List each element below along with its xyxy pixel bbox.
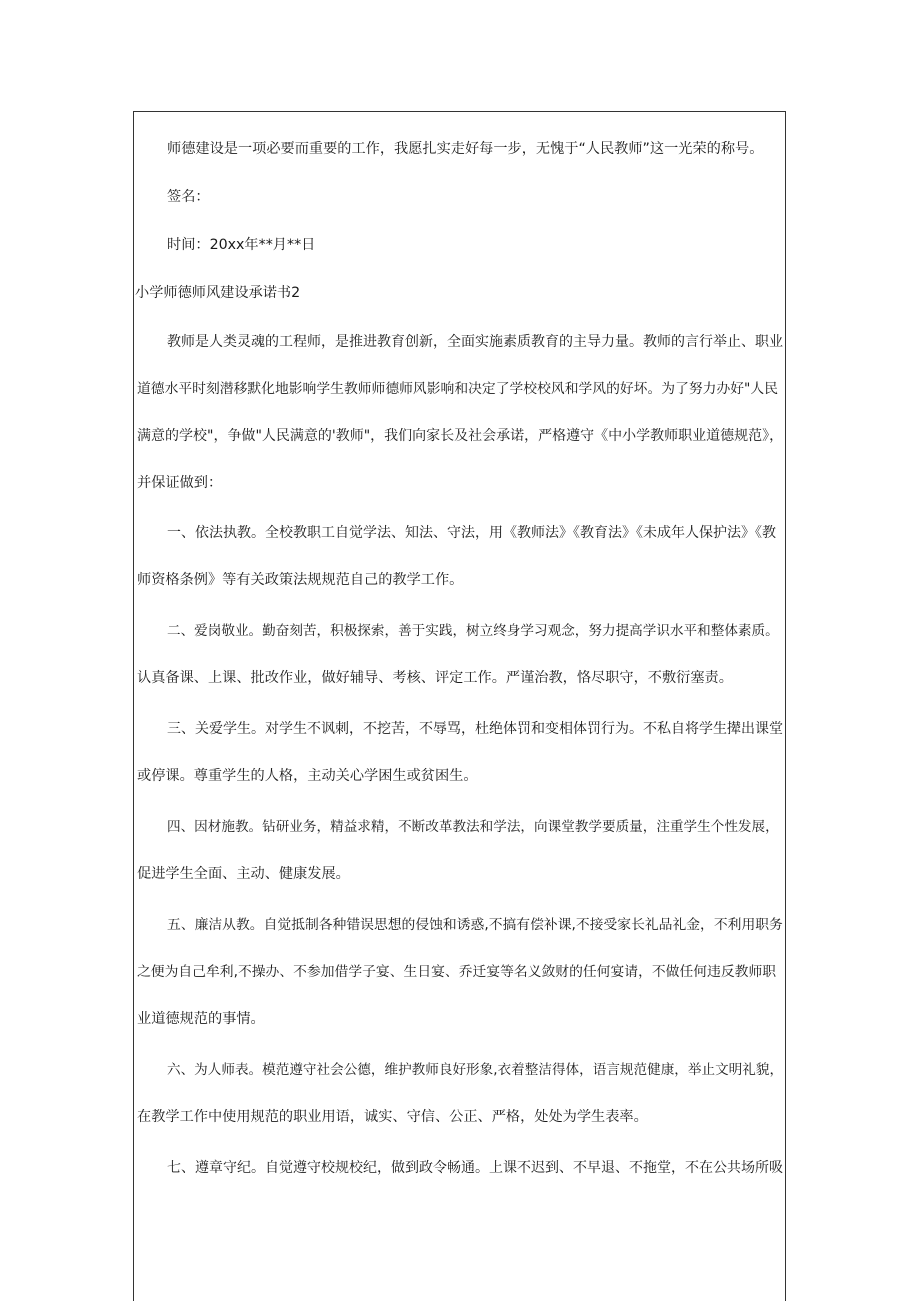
intro-line: 教师是人类灵魂的工程师，是推进教育创新，全面实施素质教育的主导力量。教师的言行举止、职业 xyxy=(167,334,783,350)
item-line: 师资格条例》等有关政策法规规范自己的教学工作。 xyxy=(137,572,464,588)
item-line: 认真备课、上课、批改作业，做好辅导、考核、评定工作。严谨治教，恪尽职守，不敷衍塞责。 xyxy=(137,670,733,686)
item-line: 促进学生全面、主动、健康发展。 xyxy=(137,866,350,882)
item-line: 三、关爱学生。对学生不讽刺，不挖苦，不辱骂，杜绝体罚和变相体罚行为。不私自将学生撵出课堂 xyxy=(167,721,783,737)
item-line: 在教学工作中使用规范的职业用语，诚实、守信、公正、严格，处处为学生表率。 xyxy=(137,1109,648,1125)
closing-statement: 师德建设是一项必要而重要的工作，我愿扎实走好每一步，无愧于“人民教师”这一光荣的称号。 xyxy=(167,141,764,157)
intro-line: 道德水平时刻潜移默化地影响学生教师师德师风影响和决定了学校校风和学风的好坏。为了努力办好"人民 xyxy=(137,381,778,397)
item-line: 四、因材施教。钻研业务，精益求精，不断改革教法和学法，向课堂教学要质量，注重学生个性发展， xyxy=(167,819,779,835)
intro-line: 并保证做到： xyxy=(137,475,223,491)
item-line: 或停课。尊重学生的人格，主动关心学困生或贫困生。 xyxy=(137,768,478,784)
intro-line: 满意的学校"，争做"人民满意的'教师"，我们向家长及社会承诺，严格遵守《中小学教师职业道德规范》， xyxy=(137,428,783,444)
item-line: 二、爱岗敬业。勤奋刻苦，积极探索，善于实践，树立终身学习观念，努力提高学识水平和整体素质。 xyxy=(167,623,779,639)
item-line: 一、依法执教。全校教职工自觉学法、知法、守法，用《教师法》《教育法》《未成年人保护法》《教 xyxy=(167,525,776,541)
item-line: 六、为人师表。模范遵守社会公德，维护教师良好形象,衣着整洁得体，语言规范健康，举止文明礼貌， xyxy=(167,1062,783,1078)
item-line: 七、遵章守纪。自觉遵守校规校纪，做到政令畅通。上课不迟到、不早退、不拖堂，不在公共场所吸 xyxy=(167,1160,783,1176)
item-line: 五、廉洁从教。自觉抵制各种错误思想的侵蚀和诱惑,不搞有偿补课,不接受家长礼品礼金，不利用职务 xyxy=(167,917,783,933)
item-line: 之便为自己牟利,不操办、不参加借学子宴、生日宴、乔迁宴等名义敛财的任何宴请，不做任何违反教师职 xyxy=(137,964,777,980)
item-line: 业道德规范的事情。 xyxy=(137,1011,265,1027)
signature-label: 签名： xyxy=(167,189,210,205)
section-title: 小学师德师风建设承诺书2 xyxy=(135,285,301,301)
time-label: 时间：20xx年**月**日 xyxy=(167,237,316,253)
